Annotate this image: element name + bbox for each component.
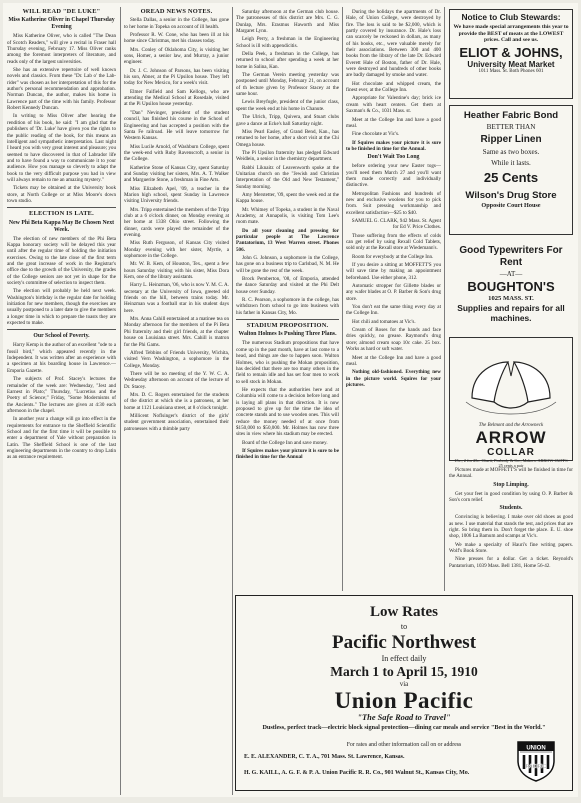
article-paragraph: The numerous Stadium propositions that have come up in the past month, have at last come to a head, and things are due to happen soon. Walton Holmes, who is pushing the Mokan proposition, has decided that there are too many others in the field to remain idle and has set four men to work to sell stock in Mokan. [236, 340, 339, 385]
news-note: Those suffering from the effects of colds can get relief by using Rexall Cold Tablets, sold only at the Rexall store at Wiedemann's. [346, 232, 441, 252]
article-paragraph: Tickets may be obtained at the University book store, at North College or at Miss Moore's down town studio. [7, 185, 116, 204]
news-note: Leigh Perry, a freshman in the Engineering School is ill with appendicitis. [236, 36, 339, 49]
arrow-collar-word: COLLAR [487, 447, 535, 458]
news-note: Della Peek, a freshman in the College, has returned to school after spending a week at her home in Salina, Kan. [236, 51, 339, 70]
headline-election: ELECTION IS LATE. [29, 210, 94, 218]
article-paragraph: In another year a change will go into effect in the requirements for entrance to the Sheffield Scientific School and for the first time it will be possible to enter a department of Yale without preparation in Latin. The Sheffield School is one of the last engineering departments in the country to drop Latin as an entrance requirement. [7, 416, 116, 461]
up-description: Dustless, perfect track—electric block signal protection—dining car meals and service "Best in the World." [262, 724, 546, 731]
news-note: R. C. Pearson, a sophomore in the college, has withdrawn from school to go into business with his father in Kansas City, Mo. [236, 297, 339, 316]
typewriter-at: —AT— [499, 270, 523, 278]
moffett-note: Pictures made at MOFFETT'S will be finished in time for the Annual. [449, 467, 573, 480]
students-text: Convincing is believing. I make over old shoes as good as new. I use material that stands the test, and prices that are right. So bring them in. Don't forget the place. E. U. shoe shop, 1006 La Bamum and scamps at Vic's. [449, 514, 573, 540]
article-paragraph: Harry Kemp is the author of an excellent "ode to a fossil bird," which appeared recently in the Independent. It was written after an experience with a specimen at his boarding house in Lawrence.—Emporia Gazette. [7, 342, 116, 374]
boughton-address: 1025 MASS. ST. [488, 295, 534, 302]
headline-dont-wait: Don't Wait Too Long [367, 154, 420, 161]
article-paragraph: The election of new members of the Phi Beta Kappa honorary society will be delayed this year until after the regular time of holding the initiation exercises. Owing to the late close of the first term and the great increase of work in the Registrar's office due to the growth of the University, the grades of the College seniors are not yet in shape for the society's committee of selection to inspect them. [7, 235, 116, 287]
up-name: Union Pacific [334, 688, 474, 713]
subhead-election: New Phi Beta Kappa May Be Chosen Next Week. [8, 219, 115, 233]
article-divider [7, 207, 116, 208]
headline-school-of-poverty: Our School of Poverty. [33, 333, 90, 340]
clark-signature: SAMUEL G. CLARK, 942 Mass. St. Agent for Ed V. Price Clothes. [351, 217, 441, 231]
boughton-name: BOUGHTON'S [467, 279, 555, 294]
up-info: For rates and other information call on or address [346, 742, 462, 748]
news-note: Brock Pemberton, '08, of Emporia, attended the dance Saturday and visited at the Phi Delt house over Sunday. [236, 276, 339, 295]
headline-stop-limping: Stop Limping. [493, 481, 529, 488]
news-note: Miss Lucile Arnold, of Washburn College, spent the week-end with Ruby Ravenscroft, a senior in the College. [124, 143, 229, 163]
clothing-ad-text: Metropolitan Fashions and hundreds of new and exclusive woolens for you to pick from. Suit pressing workmanship and excellent satisfaction—$25 to $40. [346, 190, 441, 216]
heather-fabric-ad [449, 105, 573, 235]
collar-illustration [452, 340, 570, 418]
papers-text: We make a specialty of Hauri's fine writing papers. Wolf's Book Store. [449, 541, 573, 555]
up-agent-kaill: H. G. KAILL, A. G. F. & P. A. Union Pacific R. R. Co., 901 Walnut St., Kansas City, Mo. [244, 770, 470, 776]
news-note: During the holidays the apartments of Dr. Hale, of Union College, were destroyed by fire. The loss is said to be $2,000, which is partly covered by insurance. Dr. Hale's loss can scarcely be reckoned in dollars, as many of his books, etc., were valuable merely for their associations. Between 300 and 400 books from the library of the late Dr. Edward Everett Hale of Boston, father of Dr. Hale, were destroyed and hundreds of other books are badly damaged by smoke and water. [346, 9, 441, 79]
article-divider [7, 329, 116, 330]
article-paragraph: Miss Katherine Oliver, who is called "The Dean of Scotch Readers," will give a recital in Fraser hall Thursday evening, February 17. Miss Oliver ranks among the foremost interpreters of literature, and reads only of the largest universities. [7, 33, 116, 65]
news-note: If you desire a sitting at MOFFETT'S you will save time by making an appointment beforehand. Use either phone, 312. [346, 262, 441, 281]
headline-dr-luke: WILL READ "DE LUKE" [22, 8, 101, 15]
news-note: Mrs. Anna Cahill entertained at a matinee tea on Monday afternoon for the members of the Pi Beta Phi fraternity and their girl friends, at the chapter house on Louisiana street. Mrs. Cahill is matron for the Phi Gams. [124, 316, 229, 348]
up-slogan: "The Safe Road to Travel" [357, 713, 451, 722]
news-note: Mrs. Tripp entertained the members of the Tripp club at a 6 o'clock dinner, on Monday evening at her home at 1338 Ohio street. Following the dinner, cards were played the remainder of the evening. [124, 206, 229, 238]
news-note: The Ulrich, Tripp, Quivera, and Stuart clubs gave a dance at Ecke's hall Saturday night. [236, 114, 339, 127]
column-rule [444, 7, 445, 591]
pantatorium-ad: Do all your cleaning and pressing for particular people at The Lawrence Pantatorium, 13 West Warren street. Phones 506. [236, 227, 339, 253]
article-paragraph: The subjects of Prof. Stacey's lectures the remainder of the week are: Wednesday, "Jest and Earnest in Plato;" Thursday, "Lucretius and the Poetry of Science;" Friday, "Some Modernisms of the Ancients." The lectures are given at 4:30 each afternoon in the chapel. [7, 376, 116, 414]
wilson-name: Wilson's Drug Store [465, 190, 557, 201]
news-note: Elmer Faifield and Sam Kellogs, who are attending the Medical School at Rosedale, visited at the Pi Upsilon house yesterday. [124, 88, 229, 108]
arrow-collar-ad [449, 337, 573, 468]
shield-bottom-label: PACIFIC [525, 764, 547, 770]
news-note: Meet at the College Inn and have a good meal. [346, 116, 441, 129]
article-paragraph: He expects that the authorities here and at Columbia will come to a decision before long and is laying all plans in that direction. It is now proposed to give up for the time the idea of concrete stands and to use wooden ones. This will reduce the money needed of at once from $150,000 to $50,000. Mr. Holmes has now three sites in view where his stadium may be erected. [236, 386, 339, 438]
news-note: Professor R. W. Cone, who has been ill at his home since Christmas, met his classes today. [124, 32, 229, 45]
newspaper-page [3, 3, 578, 797]
club-stewards-ad [449, 9, 573, 99]
typewriter-title: Good Typewriters For Rent [459, 245, 563, 268]
news-note: Appropriate for Valentine's day; brick ice cream with heart centers. Get them at Saxman's & Co., 1031 Mass. st. [346, 95, 441, 115]
news-note: Millicent Noflsinger's district of the girls' student government association, entertained their patronesses with a thimble party [124, 412, 229, 432]
up-dates: March 1 to April 15, 1910 [330, 664, 478, 679]
article-paragraph: The election will probably be held next week. Washington's birthday is the regular date for holding initiation for new members, though the exercises are usually postponed to a later date to give the members a longer time in which to prepare the toasts they are expected to make. [7, 288, 116, 327]
up-via: via [399, 680, 409, 688]
news-note: Room for everybody at the College Inn. [352, 253, 434, 260]
up-agent-alexander: E. E. ALEXANDER, C. T. A., 701 Mass. St. Lawrence, Kansas. [244, 754, 405, 760]
news-note: Mr. W. B. Kem, of Houston, Tex., spent a few hours Saturday visiting with his sister, Miss Dora Kem, one of the library assistants. [124, 261, 229, 281]
news-note: John G. Johnson, a sophomore in the College, has gone on a business trip to Carlsbad, N. M. He will be gone the rest of the week. [236, 255, 339, 274]
squires-ad: If Squires makes your picture it is sure to be finished in time for the Annual [236, 447, 339, 461]
column-2 [124, 9, 229, 795]
boughton-tagline: Supplies and repairs for all machines. [457, 303, 565, 323]
news-note: Miss Pearl Easley, of Grand Bend, Kan., has returned to her home, after a short visit at the Chi Omega house. [236, 128, 339, 148]
up-to: to [400, 622, 408, 631]
news-note: Cream of Roses for the hands and face dries quickly, no grease. Raymond's drug store; almond cream soap 10c cake. 25 box. Works as hard or soft water. [346, 327, 441, 353]
club-stewards-title: Notice to Club Stewards: [461, 12, 561, 22]
news-note: Katherine Stone of Kansas City, spent Saturday and Sunday visiting her sisters, Mrs. A. T. Walker and Marguerite Stone, a freshman in Fine Arts. [124, 164, 229, 184]
subhead-dr-luke: Miss Katherine Oliver in Chapel Thursday Evening [8, 17, 115, 31]
up-destination: Pacific Northwest [331, 632, 477, 653]
news-note: Fine chocolate at Vic's. [352, 131, 400, 138]
heather-price: 25 Cents [483, 170, 539, 185]
news-note: Meet at the College Inn and have a good meal. [346, 354, 441, 367]
wilson-sub: Opposite Court House [481, 202, 541, 209]
news-note: Harry L. Heinzman, '06, who is now Y. M. C. A. secretary at the University of Iowa, greeted old friends on the hill, between trains today. Mr. Heinzman was a football star in his student days here. [124, 282, 229, 314]
subhead-stadium: Walton Holmes Is Pushing Three Plans. [238, 331, 337, 338]
arrow-caption: The Belmont and the Arrowneck [478, 423, 544, 428]
news-note: There will be no meeting of the Y. W. C. A. Wednesday afternoon on account of the lecture of Dr. Stacey. [124, 370, 229, 390]
news-note: The Pi Upsilon fraternity has pledged Edward Weidlein, a senior in the chemistry department. [236, 149, 339, 163]
news-note: Hot chocolate and whipped cream, the finest ever, at the College Inn. [346, 80, 441, 94]
union-pacific-ad [235, 595, 573, 791]
column-3 [236, 9, 339, 593]
arrow-name: ARROW [475, 428, 547, 447]
news-note: Hot chili and tomatoes at Vic's. [352, 318, 416, 325]
heather-title: Heather Fabric Bond [463, 110, 559, 121]
up-effect: In effect daily [381, 654, 427, 663]
news-note: Rabbi Liknaitz of Leavenworth spoke at the Unitarian church on the "Jewish and Christian Interpretation of the Old and New Testament," Sunday morning. [236, 164, 339, 190]
presses-text: Nine presses for a dollar. Get a ticket. Reynold's Pantatorium, 1039 Mass. Bell 1381, Home 56-42. [449, 556, 573, 569]
headline-stadium: STADIUM PROPOSITION. [246, 322, 329, 330]
column-rule [342, 7, 343, 591]
arrow-fine-print: 15c., 2 for 25c. Cluett, Peabody & Co., Makers. ARROW CUFFS 25 cents a pair [454, 458, 568, 468]
squires-ad: If Squires makes your picture it is sure to be finished in time for the Annual. [346, 139, 441, 152]
club-stewards-body: We have made special arrangements this year to provide the BEST of meats at the LOWEST prices. Call and see us. [453, 24, 569, 44]
eliot-johns-address: 1011 Mass. St. Both Phones 601 [478, 68, 544, 74]
heather-while: While it lasts. [491, 159, 531, 167]
news-note: Miss Elizabeth Apel, '09, a teacher in the Marion high school, spent Sunday in Lawrence visiting University friends. [124, 185, 229, 205]
shield-top-label: UNION [526, 745, 546, 752]
article-paragraph: She has an extensive repertoire of well known novels and classics. From these "Dr. Lab o' the Lab- rider" was chosen as her interpretation of this for the author's personal recommendation and approbation. Norman Duncan, the author, makes his home in Lawrence part of the time with his family. Professor Robert Kennedy Duncan. [7, 67, 116, 112]
eliot-johns-tagline: University Meat Market [467, 59, 555, 69]
news-note: Mrs. D. C. Rogers entertained for the students of the district at which she is a patroness, at her home at 1121 Louisiana street, at 8 o'clock tonight. [124, 391, 229, 411]
column-4 [346, 9, 441, 593]
news-note: "Dan" Nevinger, president of the student council, has finished his course in the School of Engineering and has accepted a position with the Santa Fe railroad. He will leave tomorrow for Western Kansas. [124, 109, 229, 142]
union-pacific-shield-icon [514, 739, 558, 783]
news-note: Saturday afternoon at the German club house. The patronesses of this district are Mrs. C. G. Dunlap, Mrs. Erasmus Haworth and Miss Margaret Lynn. [236, 9, 339, 35]
article-divider [236, 319, 339, 320]
news-note: Automatic stropper for Gillette blades or any wafer blades at O. P. Barber & Son's drug store. [346, 283, 441, 302]
news-note: Alfred Tebbins of Friends University, Wichita, visited Vern Washington, a sophomore in the College, Monday. [124, 349, 229, 369]
headline-oread-news: OREAD NEWS NOTES. [140, 8, 213, 15]
article-paragraph: In writing to Miss Oliver after hearing the rendition of his book, he said: "I am glad that the publishers of 'Dr. Luke' have given you the rights to the public reading of the book, for this means an intelligent and sympathetic interpretation. Last night I heard you with very great interest and pleasure; you seemed to have discovered in that of Labrador life and to have found a way to communicate it to your audience. How you manage so cleverly to adapt the book to the very difficult purpose you had in view will always remain to me an amazing mystery." [7, 113, 116, 183]
news-note: Amy Merstetter, '09, spent the week end at the Kappa house. [236, 191, 339, 205]
news-note: Miss Ruth Ferguson, of Kansas City visited Monday evening with her sister, Myrtle, a sophomore in the College. [124, 240, 229, 260]
typewriter-ad [449, 241, 573, 331]
news-note: Mr. Whitney of Topeka, a student in the Naval Academy, at Annapolis, is visiting Tom Lee's room mate. [236, 206, 339, 226]
news-note: You don't eat the same thing every day at the College Inn. [346, 304, 441, 317]
clothing-ad-text: before ordering your new Easter togs—you'll need them March 27 and you'll want them made correctly and individually distinctive. [346, 163, 441, 189]
heather-same: Same as two boxes. [482, 148, 540, 156]
small-ads-column [449, 467, 573, 591]
news-note: Mrs. Conley of Oklahoma City, is visiting her sons, Homer, a senior law, and Murray, a junior engineer. [124, 46, 229, 66]
news-note: Stella Dallas, a senior in the College, has gone to her home in Topeka on account of ill health. [124, 17, 229, 30]
column-1 [7, 9, 116, 795]
news-note: Dr. J. C. Johnson of Parsons, has been visiting his son, Abner, at the Pi Upsilon house. They left today for New Mexico, for a week's visit. [124, 67, 229, 87]
squires-ad: Nothing old-fashioned. Everything new in the picture world. Squires for your pictures. [346, 369, 441, 388]
news-note: Board of the College Inn and save money. [242, 439, 328, 446]
news-note: The German Verein meeting yesterday was postponed until Monday, February 21, on account of th lecture given by Professor Stacey at the same hour. [236, 72, 339, 98]
column-rule [232, 7, 233, 795]
headline-students: Students. [499, 505, 523, 512]
column-rule [120, 7, 121, 795]
stop-limping-text: Get your feet in good condition by using O. P. Barber & Son's corn relief. [449, 490, 573, 504]
heather-better: BETTER THAN [486, 123, 536, 131]
eliot-johns-name: ELIOT & JOHNS, [459, 44, 563, 60]
up-low-rates: Low Rates [370, 604, 438, 620]
heather-linen: Ripper Linen [480, 134, 542, 145]
news-note: Lewis Breyfogle, president of the junior class, spent the week end at his home in Chanute. [236, 99, 339, 112]
